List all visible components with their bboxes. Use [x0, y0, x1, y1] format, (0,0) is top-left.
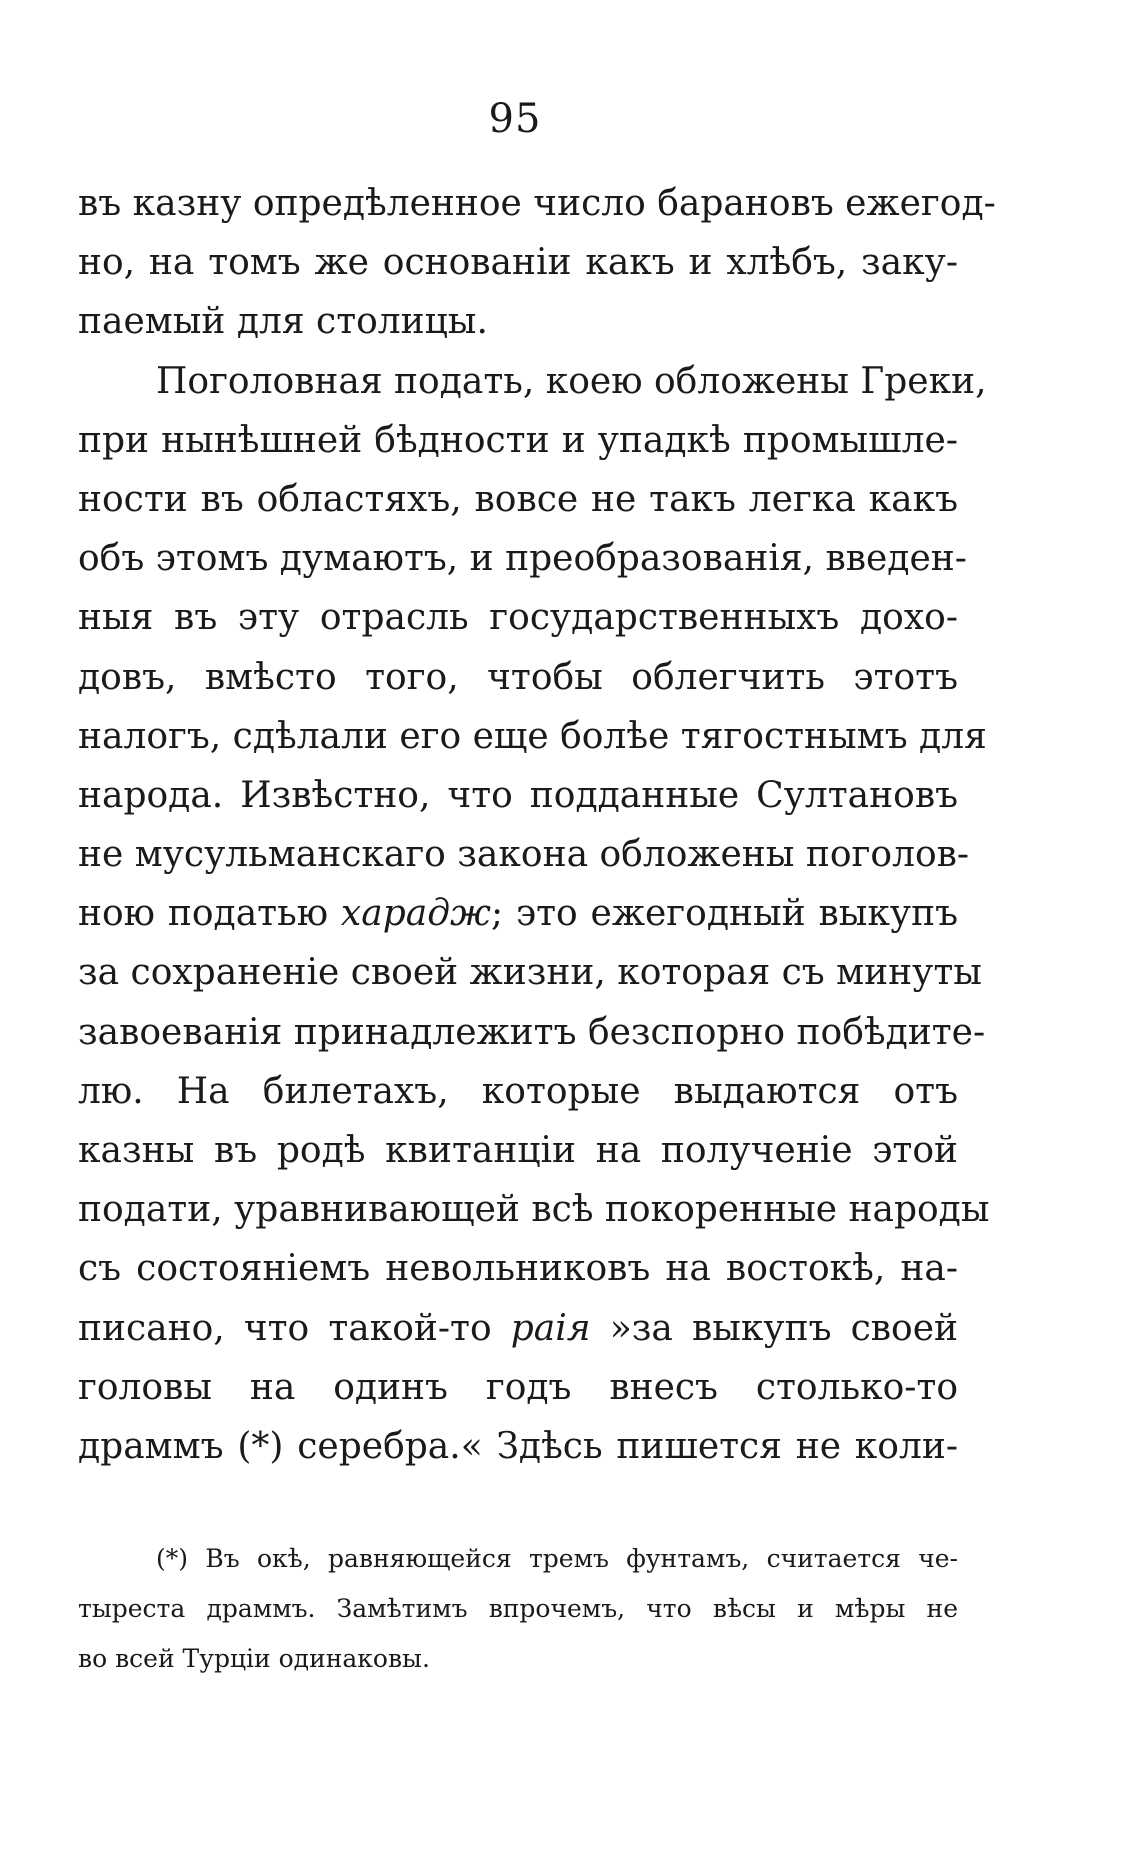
text-segment: ною податью — [78, 893, 341, 935]
text-line: не мусульманскаго закона обложены поголов- — [78, 834, 970, 876]
text-line: завоеванiя принадлежитъ безспорно побѣдите- — [78, 1011, 986, 1053]
text-segment: ; это ежегодный выкупъ — [490, 893, 959, 935]
text-line: объ этомъ думаютъ, и преобразованiя, введен- — [78, 538, 967, 580]
text-line: паемый для столицы. — [78, 301, 488, 343]
text-line: довъ, вмѣсто того, чтобы облегчить этотъ — [78, 656, 958, 698]
footnote-line: тыреста драммъ. Замѣтимъ впрочемъ, что вѣсы и мѣры не — [78, 1594, 958, 1623]
italic-term-raia: раiя — [510, 1307, 591, 1349]
text-line: народа. Извѣстно, что подданные Султановъ — [78, 774, 958, 816]
text-line: въ казну опредѣленное число барановъ ежегод- — [78, 183, 996, 224]
text-line — [78, 1299, 958, 1358]
text-line: казны въ родѣ квитанцiи на полученiе этой — [78, 1130, 958, 1171]
text-line: при нынѣшней бѣдности и упадкѣ промышле- — [78, 419, 958, 461]
text-segment: писано, что такой-то — [78, 1307, 511, 1349]
text-line: лю. На билетахъ, которые выдаются отъ — [78, 1070, 958, 1112]
footnote-line: во всей Турцiи одинаковы. — [78, 1644, 430, 1673]
text-line: головы на одинъ годъ внесъ столько-то — [78, 1366, 958, 1408]
text-line — [78, 884, 958, 943]
text-line: за сохраненiе своей жизни, которая съ минуты — [78, 952, 982, 994]
text-line: но, на томъ же основанiи какъ и хлѣбъ, заку- — [78, 242, 958, 284]
text-line: налогъ, сдѣлали его еще болѣе тягостнымъ для — [78, 715, 987, 757]
text-line: ныя въ эту отрасль государственныхъ дохо- — [78, 597, 958, 639]
page-number: 95 — [488, 96, 542, 142]
italic-term-haradzh: харадж — [340, 893, 491, 935]
text-line: драммъ (*) серебра.« Здѣсь пишется не коли- — [78, 1425, 958, 1467]
footnote — [78, 1534, 958, 1684]
text-line: ности въ областяхъ, вовсе не такъ легка какъ — [78, 478, 958, 520]
text-segment: »за выкупъ своей — [590, 1307, 958, 1349]
main-text — [78, 174, 996, 1476]
paragraph-start-line: Поголовная подать, коею обложены Греки, — [156, 360, 987, 402]
footnote-line: (*) Въ окѣ, равняющейся тремъ фунтамъ, считается че- — [156, 1544, 958, 1573]
text-line: съ состоянiемъ невольниковъ на востокѣ, на- — [78, 1248, 958, 1290]
text-line: подати, уравнивающей всѣ покоренные народы — [78, 1189, 990, 1231]
